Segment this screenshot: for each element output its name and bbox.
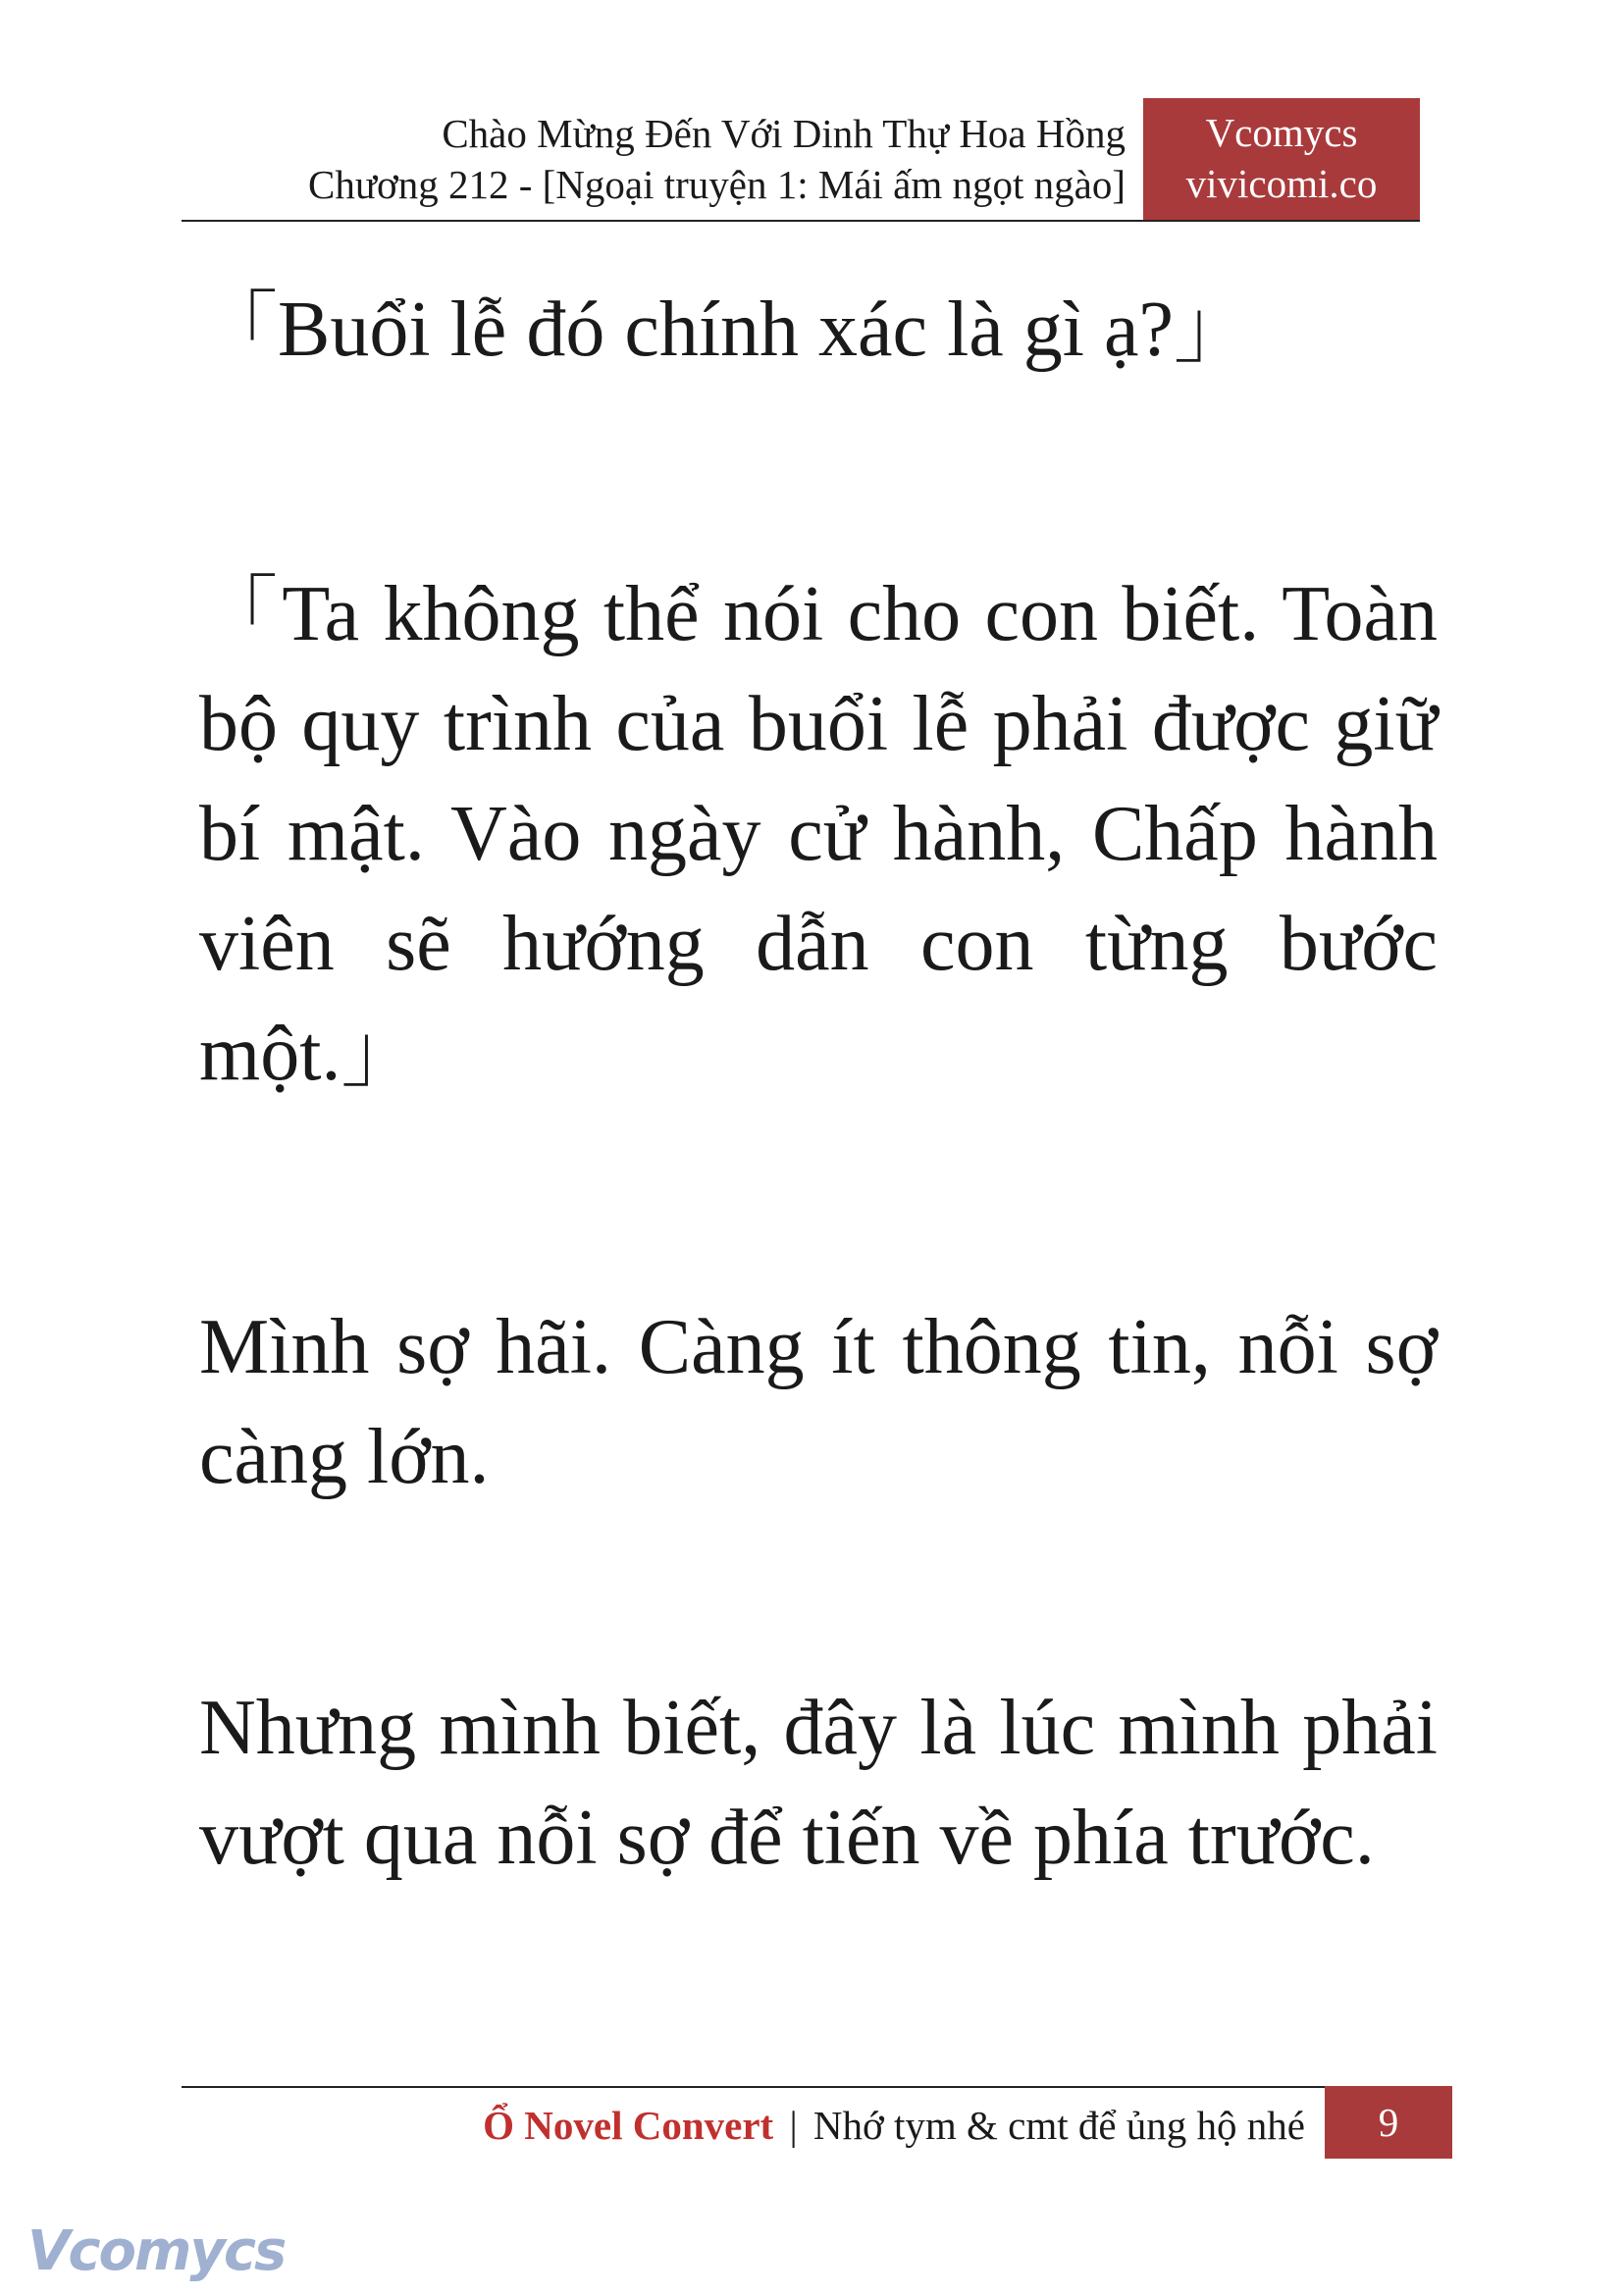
watermark-logo: Vcomycs <box>27 2219 286 2283</box>
footer-separator: | <box>789 2103 798 2148</box>
paragraph: Mình sợ hãi. Càng ít thông tin, nỗi sợ càng lớn. <box>199 1304 1438 1500</box>
header-titles <box>308 108 1126 210</box>
footer-message: Nhớ tym & cmt để ủng hộ nhé <box>812 2103 1305 2148</box>
site-url: vivicomi.co <box>1185 161 1378 206</box>
footer-brand: Ổ Novel Convert <box>483 2103 774 2148</box>
page-number: 9 <box>1325 2086 1452 2159</box>
novel-title: Chào Mừng Đến Với Dinh Thự Hoa Hồng <box>442 111 1126 156</box>
site-name: Vcomycs <box>1205 110 1358 155</box>
footer-text <box>483 2100 1305 2151</box>
page-header <box>182 98 1420 220</box>
paragraph: 「Buổi lễ đó chính xác là gì ạ?」 <box>199 287 1253 373</box>
paragraph: Nhưng mình biết, đây là lúc mình phải vượt qua nỗi sợ để tiến về phía trước. <box>199 1685 1438 1881</box>
paragraph: 「Ta không thể nói cho con biết. Toàn bộ quy trình của buổi lễ phải được giữ bí mật. Vào ngày cử hành, Chấp hành viên sẽ hướng dẫn con từng bước một.」 <box>199 571 1438 1097</box>
site-badge <box>1143 98 1420 220</box>
footer-divider <box>182 2086 1452 2088</box>
page-footer <box>182 2086 1452 2159</box>
header-divider <box>182 220 1420 222</box>
chapter-title: Chương 212 - [Ngoại truyện 1: Mái ấm ngọt ngào] <box>307 162 1126 207</box>
